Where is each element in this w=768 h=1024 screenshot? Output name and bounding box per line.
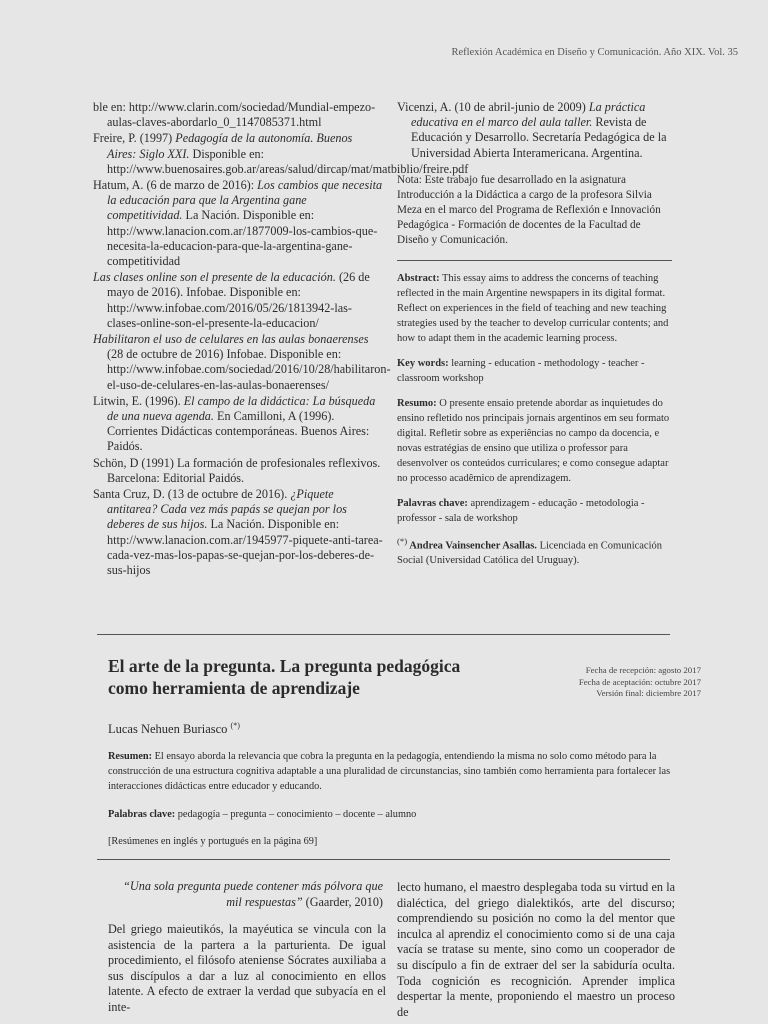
work-note: Nota: Este trabajo fue desarrollado en la asignatura Introducción a la Didáctica a cargo de la profesora Silvia Meza en el marco del Programa de Reflexión e Innovación Pedagógica - Formación de docentes de la Facultad de Diseño y Comunicación. xyxy=(397,173,661,246)
reference-item xyxy=(93,487,383,578)
reference-item xyxy=(93,394,383,455)
palavras-text: aprendizagem - educação - metodologia - professor - sala de workshop xyxy=(397,497,645,524)
reference-item xyxy=(93,332,391,393)
body-text-left: Del griego maieutikós, la mayéutica se vincula con la asistencia de la partera a la parturienta. De igual procedimiento, el filósofo ateniense Sócrates auxiliaba a sus discípulos a dar a luz al conocimiento en ellos latente. A efecto de extraer la verdad que subyacía en el inte- xyxy=(108,922,386,1014)
palavras-label: Palavras chave: xyxy=(397,497,468,509)
abstract-text: This essay aims to address the concerns of teaching reflected in the main Argentine newspapers in its digital format. Reflect on experiences in the field of teaching and new teaching strategies used by the teacher to develop curricular contents; and how to adapt them in the academic learning process. xyxy=(397,272,669,344)
article-palabras-clave xyxy=(108,809,672,820)
reference-text: ble en: http://www.clarin.com/sociedad/Mundial-empezo-aulas-claves-abordarlo_0_1147085371.html xyxy=(93,100,376,130)
author-note-mark: (*) xyxy=(397,535,408,546)
keywords xyxy=(397,356,672,386)
reference-text: Litwin, E. (1996). xyxy=(93,393,184,408)
divider xyxy=(397,260,672,261)
reference-text: (26 de mayo de 2016). Infobae. Disponible en: http://www.infobae.com/2016/05/26/1813942-las-clases-online-son-el-presente-la-educacion/ xyxy=(107,270,370,330)
reference-title: Pedagogía de la autonomía. Buenos Aires: Siglo XXI. xyxy=(107,131,353,161)
keywords-text: learning - education - methodology - teacher - classroom workshop xyxy=(397,357,645,384)
resumo xyxy=(397,396,672,486)
author-note-name: Andrea Vainsencher Asallas. xyxy=(407,540,537,552)
section-divider xyxy=(97,859,670,860)
reference-text: Schön, D (1991) La formación de profesionales reflexivos. Barcelona: Editorial Paidós. xyxy=(93,455,381,485)
author-mark: (*) xyxy=(230,721,240,730)
resumo-text: O presente ensaio pretende abordar as inquietudes do ensino refletido nos principais jornais argentinos em seu formato digital. Refletir sobre as experiências no campo da docencia, e novas estratégias de ensino que utiliza o professor para desenvolver os conteúdos curriculares; e como consegue adaptar no processo acadêmico de aprendizagem. xyxy=(397,397,670,484)
resumen-label: Resumen: xyxy=(108,751,153,762)
reference-title: El campo de la didáctica: La búsqueda de una nueva agenda. xyxy=(107,393,376,424)
reference-item xyxy=(93,270,383,331)
body-text-right: lecto humano, el maestro desplegaba toda su virtud en la dialéctica, del griego dialektikós, arte del discurso; comprendiendo su posición no como la del mentor que inculca al aprendiz el conocimiento como si de una caja vacía se tratase su mente, sino como un cooperador de su discípulo a fin de extraer del ser la sabiduría oculta. Toda cognición es recognición. Aprender implica despertar la mente, proponiendo el maestro un proceso de xyxy=(397,880,675,1019)
keywords-label: Key words: xyxy=(397,357,449,369)
reference-text: Hatum, A. (6 de marzo de 2016): xyxy=(93,178,258,193)
reference-title: ¿Piquete antitarea? Cada vez más papás se quejan por los deberes de sus hijos. xyxy=(107,487,347,532)
reference-text: Revista de Educación y Desarrollo. Secretaría Pedagógica de la Universidad Abierta Interamericana. Argentina. xyxy=(411,115,667,160)
epigraph xyxy=(108,879,383,910)
reference-item xyxy=(93,131,469,177)
section-divider xyxy=(97,634,670,635)
reference-title: La práctica educativa en el marco del aula taller. xyxy=(411,100,646,130)
date-received: Fecha de recepción: agosto 2017 xyxy=(585,665,701,675)
reference-text: La Nación. Disponible en: http://www.lanacion.com.ar/1945977-piquete-anti-tarea-cada-vez-mas-los-papas-se-quejan-por-los-deberes-de-sus-hijos xyxy=(107,517,383,578)
reference-text: (28 de octubre de 2016) Infobae. Disponible en: http://www.infobae.com/sociedad/2016/10/28/habilitaron-el-uso-de-celulares-en-las-aulas-bonaerenses/ xyxy=(107,347,391,392)
reference-text: Freire, P. (1997) xyxy=(93,131,176,146)
reference-item xyxy=(93,178,383,269)
date-final: Versión final: diciembre 2017 xyxy=(596,688,701,698)
abstract xyxy=(397,271,672,346)
reference-item xyxy=(93,456,383,486)
abstract-label: Abstract: xyxy=(397,272,440,284)
reference-text: En Camilloni, A (1996). Corrientes Didácticas contemporáneas. Buenos Aires: Paidós. xyxy=(107,409,370,454)
page-header: Reflexión Académica en Diseño y Comunicación. Año XIX. Vol. 35 xyxy=(451,47,738,58)
palavras-chave xyxy=(397,496,672,526)
reference-item xyxy=(93,100,383,130)
author-note xyxy=(397,534,672,569)
palabras-label: Palabras clave: xyxy=(108,809,176,820)
reference-title: Habilitaron el uso de celulares en las aulas bonaerenses xyxy=(93,332,369,347)
author-note-text: Licenciada en Comunicación Social (Universidad Católica del Uruguay). xyxy=(397,540,663,567)
article-dates xyxy=(511,665,701,700)
reference-text: La Nación. Disponible en: http://www.lanacion.com.ar/1877009-los-cambios-que-necesita-la-educacion-para-que-la-argentina-gane-competitividad xyxy=(107,208,378,269)
author-name: Lucas Nehuen Buriasco xyxy=(108,722,228,737)
other-languages-note: [Resúmenes en inglés y portugués en la página 69] xyxy=(108,836,318,847)
reference-text: Disponible en: http://www.buenosaires.gob.ar/areas/salud/dircap/mat/matbiblio/freire.pdf xyxy=(107,146,469,176)
date-accepted: Fecha de aceptación: octubre 2017 xyxy=(578,676,701,687)
article-author xyxy=(108,721,240,737)
reference-text: Santa Cruz, D. (13 de octubre de 2016). xyxy=(93,487,291,502)
resumen-text: El ensayo aborda la relevancia que cobra la pregunta en la pedagogía, entendiendo la misma no solo como método para la construcción de una estructura cognitiva adaptable a una pluralidad de circunstancias, sino también como herramienta para fortalecer las interacciones didácticas entre educador y educando. xyxy=(108,751,671,792)
palabras-text: pedagogía – pregunta – conocimiento – docente – alumno xyxy=(175,809,417,820)
reference-text: Vicenzi, A. (10 de abril-junio de 2009) xyxy=(397,100,589,114)
epigraph-quote: “Una sola pregunta puede contener más pólvora que mil respuestas” xyxy=(123,879,383,909)
reference-vicenzi xyxy=(397,100,672,161)
epigraph-source: (Gaarder, 2010) xyxy=(302,894,383,909)
references-right-column xyxy=(397,100,672,568)
resumo-label: Resumo: xyxy=(397,397,437,409)
reference-title: Los cambios que necesita la educación para que la Argentina gane competitividad. xyxy=(107,178,383,223)
reference-title: Las clases online son el presente de la educación. xyxy=(93,270,336,285)
article-title: El arte de la pregunta. La pregunta pedagógica como herramienta de aprendizaje xyxy=(108,656,461,698)
article-resumen xyxy=(108,749,672,794)
